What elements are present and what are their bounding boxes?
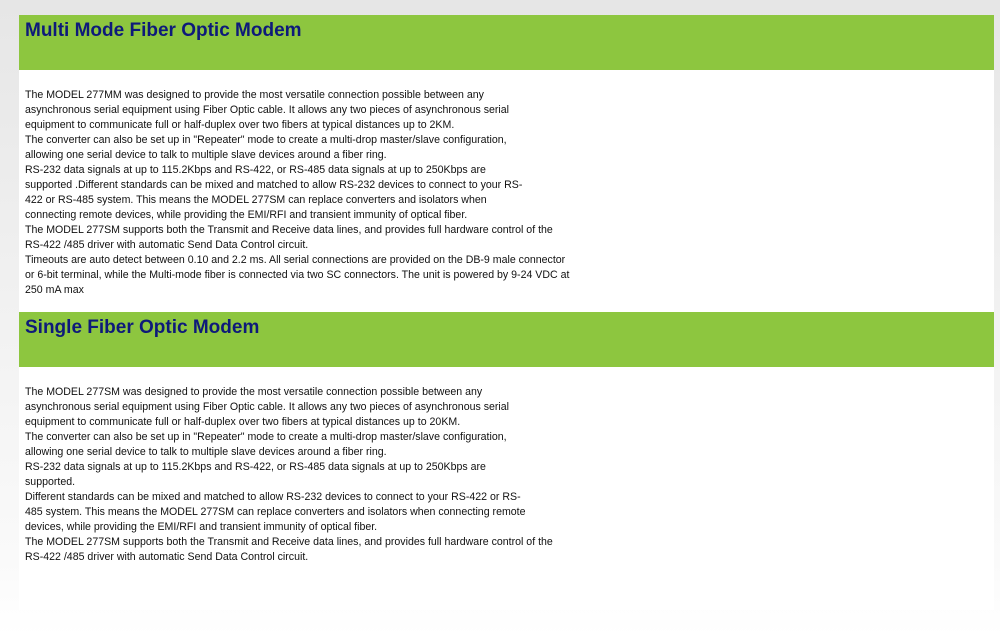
body-line: The MODEL 277SM supports both the Transmit and Receive data lines, and provides full hardware control of the (25, 224, 553, 236)
body-line: supported. (25, 476, 76, 488)
body-line: RS-232 data signals at up to 115.2Kbps and RS-422, or RS-485 data signals at up to 250Kbps are (25, 461, 486, 473)
section-header-multi-mode (19, 15, 994, 70)
body-line: supported .Different standards can be mixed and matched to allow RS-232 devices to connect to your RS- (25, 179, 523, 191)
body-line: or 6-bit terminal, while the Multi-mode fiber is connected via two SC connectors. The unit is powered by 9-24 VDC at (25, 269, 570, 281)
body-line: The MODEL 277SM was designed to provide the most versatile connection possible between any (25, 386, 483, 398)
body-line: connecting remote devices, while providing the EMI/RFI and transient immunity of optical fiber. (25, 209, 468, 221)
section-header-single-fiber (19, 312, 994, 367)
body-line: equipment to communicate full or half-duplex over two fibers at typical distances up to 2KM. (25, 119, 455, 131)
body-line: The MODEL 277MM was designed to provide the most versatile connection possible between any (25, 89, 484, 101)
body-line: RS-422 /485 driver with automatic Send Data Control circuit. (25, 239, 309, 251)
section-body-multi-mode (25, 88, 665, 298)
body-line: RS-232 data signals at up to 115.2Kbps and RS-422, or RS-485 data signals at up to 250Kbps are (25, 164, 486, 176)
section-body-single-fiber (25, 385, 665, 565)
body-line: Different standards can be mixed and matched to allow RS-232 devices to connect to your RS-422 or RS- (25, 491, 521, 503)
section-title: Single Fiber Optic Modem (25, 317, 260, 338)
content-panel (19, 15, 994, 610)
body-line: The converter can also be set up in "Repeater" mode to create a multi-drop master/slave configuration, (25, 134, 507, 146)
body-line: equipment to communicate full or half-duplex over two fibers at typical distances up to 20KM. (25, 416, 461, 428)
body-line: RS-422 /485 driver with automatic Send Data Control circuit. (25, 551, 309, 563)
body-line: The MODEL 277SM supports both the Transmit and Receive data lines, and provides full hardware control of the (25, 536, 553, 548)
body-line: Timeouts are auto detect between 0.10 and 2.2 ms. All serial connections are provided on the DB-9 male connector (25, 254, 566, 266)
body-line: 250 mA max (25, 284, 84, 296)
body-line: 422 or RS-485 system. This means the MODEL 277SM can replace converters and isolators when (25, 194, 487, 206)
section-title: Multi Mode Fiber Optic Modem (25, 20, 302, 41)
body-line: asynchronous serial equipment using Fiber Optic cable. It allows any two pieces of asynchronous serial (25, 401, 510, 413)
body-line: allowing one serial device to talk to multiple slave devices around a fiber ring. (25, 446, 387, 458)
body-line: The converter can also be set up in "Repeater" mode to create a multi-drop master/slave configuration, (25, 431, 507, 443)
body-line: asynchronous serial equipment using Fiber Optic cable. It allows any two pieces of asynchronous serial (25, 104, 510, 116)
body-line: allowing one serial device to talk to multiple slave devices around a fiber ring. (25, 149, 387, 161)
body-line: devices, while providing the EMI/RFI and transient immunity of optical fiber. (25, 521, 378, 533)
body-line: 485 system. This means the MODEL 277SM can replace converters and isolators when connecting remote (25, 506, 526, 518)
